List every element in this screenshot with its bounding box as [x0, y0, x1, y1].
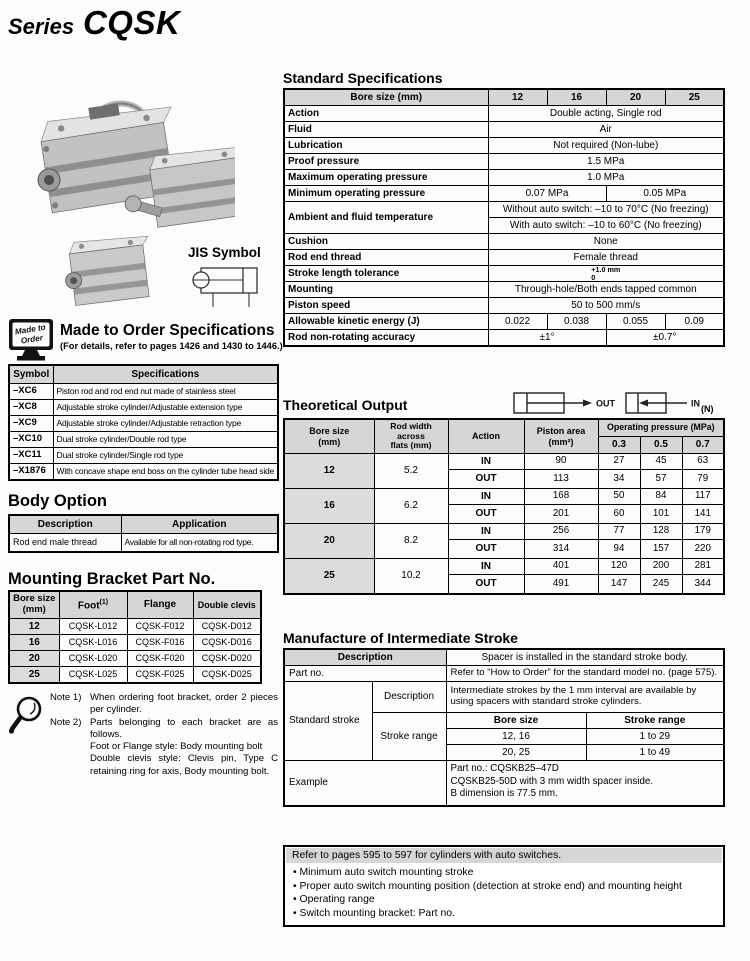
- table-header-row: [9, 515, 278, 534]
- mounting-bracket-notes: [50, 692, 278, 778]
- foot-part-cell: CQSK-L020: [59, 651, 127, 667]
- theoretical-output-table: [283, 418, 725, 595]
- action-in-cell: IN: [448, 489, 524, 505]
- action-out-cell: OUT: [448, 470, 524, 489]
- table-row: [284, 138, 724, 154]
- magnifier-icon: [8, 694, 46, 740]
- range-value-cell: 1 to 29: [586, 729, 724, 745]
- table-header-row: [284, 89, 724, 106]
- fluid-value: Air: [488, 122, 724, 138]
- ambient-without-switch: Without auto switch: –10 to 70°C (No freezing): [488, 202, 724, 218]
- kinetic-25: 0.09: [665, 314, 724, 330]
- table-row: 12 5.2 IN 90 27 45 63: [284, 454, 724, 470]
- flange-part-cell: CQSK-F012: [127, 619, 193, 635]
- svg-text:Order: Order: [20, 333, 44, 346]
- svg-text:IN: IN: [691, 398, 700, 409]
- bore-20: 20: [606, 89, 665, 106]
- table-row: OUT 491 147 245 344: [284, 575, 724, 595]
- clevis-part-cell: CQSK-D025: [193, 667, 261, 684]
- non-rotating-20-25: ±0.7°: [606, 330, 724, 347]
- col-bore-size: Bore size (mm): [9, 591, 59, 619]
- range-bore-cell: 12, 16: [446, 729, 586, 745]
- spec-cell: With concave shape end boss on the cylinder tube head side: [53, 464, 278, 481]
- proof-pressure-value: 1.5 MPa: [488, 154, 724, 170]
- bullet-item: • Operating range: [293, 894, 715, 905]
- table-row: [9, 432, 278, 448]
- col-piston-area: Piston area (mm²): [524, 419, 598, 454]
- action-out-cell: OUT: [448, 540, 524, 559]
- table-row: OUT 314 94 157 220: [284, 540, 724, 559]
- table-row: [9, 384, 278, 400]
- auto-switch-box-header: Refer to pages 595 to 597 for cylinders with auto switches.: [286, 848, 722, 863]
- spec-cell: Adjustable stroke cylinder/Adjustable extension type: [53, 400, 278, 416]
- table-row: 16 6.2 IN 168 50 84 117: [284, 489, 724, 505]
- table-row: [284, 761, 724, 807]
- col-symbol: Symbol: [9, 365, 53, 384]
- col-flange: Flange: [127, 591, 193, 619]
- foot-part-cell: CQSK-L025: [59, 667, 127, 684]
- jis-symbol-diagram: [186, 262, 266, 314]
- bore-cell: 12: [284, 454, 374, 489]
- std-description-value: Intermediate strokes by the 1 mm interval are available by using spacers with standard stroke cylinders.: [446, 682, 724, 713]
- rod-width-cell: 10.2: [374, 559, 448, 595]
- body-option-table: [8, 514, 279, 553]
- symbol-cell: –XC8: [9, 400, 53, 416]
- non-rotating-12-16: ±1°: [488, 330, 606, 347]
- bore-cell: 20: [284, 524, 374, 559]
- table-row: 20 8.2 IN 256 77 128 179: [284, 524, 724, 540]
- body-option-title: Body Option: [8, 492, 107, 510]
- table-row: [9, 651, 261, 667]
- description-header: Description: [284, 649, 446, 666]
- cushion-value: None: [488, 234, 724, 250]
- note-2-line2: Foot or Flange style: Body mounting bolt: [90, 741, 263, 753]
- made-to-order-subtitle: (For details, refer to pages 1426 and 1430 to 1446.): [60, 341, 283, 351]
- table-row: [284, 649, 724, 666]
- bullet-item: • Switch mounting bracket: Part no.: [293, 908, 715, 919]
- fluid-label: Fluid: [284, 122, 488, 138]
- table-row: [9, 464, 278, 481]
- table-header-row: [9, 591, 261, 619]
- made-to-order-table: [8, 364, 279, 481]
- intermediate-stroke-table: [283, 648, 725, 807]
- range-value-cell: 1 to 49: [586, 745, 724, 761]
- symbol-cell: –XC9: [9, 416, 53, 432]
- pressure-05: 0.5: [640, 437, 682, 454]
- stroke-tolerance-value: +1.0 mm 0: [488, 266, 724, 282]
- col-foot: Foot$^{(1)}$: [59, 591, 127, 619]
- part-no-value: Refer to “How to Order” for the standard model no. (page 575).: [446, 666, 724, 682]
- action-label: Action: [284, 106, 488, 122]
- lubrication-value: Not required (Non-lube): [488, 138, 724, 154]
- made-to-order-icon: [8, 318, 54, 362]
- rod-width-cell: 5.2: [374, 454, 448, 489]
- right-column: [283, 0, 725, 961]
- table-row: [284, 682, 724, 713]
- piston-speed-label: Piston speed: [284, 298, 488, 314]
- theoretical-output-title: Theoretical Output: [283, 397, 408, 413]
- series-label: Series: [8, 14, 75, 39]
- table-row: [284, 666, 724, 682]
- table-row: [9, 667, 261, 684]
- table-row: [284, 250, 724, 266]
- left-column: [8, 0, 283, 961]
- ambient-temp-label: Ambient and fluid temperature: [284, 202, 488, 234]
- non-rotating-label: Rod non-rotating accuracy: [284, 330, 488, 347]
- lubrication-label: Lubrication: [284, 138, 488, 154]
- max-pressure-label: Maximum operating pressure: [284, 170, 488, 186]
- min-pressure-20-25: 0.05 MPa: [606, 186, 724, 202]
- min-pressure-12-16: 0.07 MPa: [488, 186, 606, 202]
- bullet-item: • Proper auto switch mounting position (detection at stroke end) and mounting height: [293, 881, 715, 892]
- out-in-direction-diagram: [513, 390, 709, 416]
- kinetic-energy-label: Allowable kinetic energy (J): [284, 314, 488, 330]
- table-row: OUT 113 34 57 79: [284, 470, 724, 489]
- range-col-bore: Bore size: [446, 713, 586, 729]
- rod-width-cell: 8.2: [374, 524, 448, 559]
- col-double-clevis: Double clevis: [193, 591, 261, 619]
- col-operating-pressure: Operating pressure (MPa): [598, 419, 724, 437]
- max-pressure-value: 1.0 MPa: [488, 170, 724, 186]
- table-header-row: [9, 365, 278, 384]
- table-row: [284, 170, 724, 186]
- table-row: [284, 314, 724, 330]
- symbol-cell: –XC10: [9, 432, 53, 448]
- note-2-line3: Double clevis style: Clevis pin, Type C retaining ring for axis, Body mounting bolt.: [90, 753, 278, 777]
- rod-end-thread-value: Female thread: [488, 250, 724, 266]
- auto-switch-bullet-list: [285, 867, 723, 919]
- col-bore-size: Bore size (mm): [284, 419, 374, 454]
- note-1: Note 1) When ordering foot bracket, order 2 pieces per cylinder.: [50, 692, 278, 716]
- model-label: CQSK: [82, 4, 181, 41]
- svg-text:Made to: Made to: [14, 322, 47, 337]
- note-2: Note 2) Parts belonging to each bracket are as follows.: [50, 716, 278, 740]
- kinetic-20: 0.055: [606, 314, 665, 330]
- action-in-cell: IN: [448, 559, 524, 575]
- proof-pressure-label: Proof pressure: [284, 154, 488, 170]
- col-description: Description: [9, 515, 121, 534]
- bore-cell: 20: [9, 651, 59, 667]
- bore-cell: 25: [284, 559, 374, 595]
- svg-text:OUT: OUT: [596, 398, 615, 409]
- page-title: [8, 4, 180, 42]
- col-rod-width: Rod width across flats (mm): [374, 419, 448, 454]
- table-header-row: [284, 419, 724, 437]
- made-to-order-title: Made to Order Specifications: [60, 322, 275, 339]
- table-row: [9, 534, 278, 553]
- col-specifications: Specifications: [53, 365, 278, 384]
- example-line: CQSKB25-50D with 3 mm width spacer inside.: [450, 775, 654, 787]
- table-row: [284, 234, 724, 250]
- bore-12: 12: [488, 89, 547, 106]
- mounting-value: Through-hole/Both ends tapped common: [488, 282, 724, 298]
- action-value: Double acting, Single rod: [488, 106, 724, 122]
- pressure-03: 0.3: [598, 437, 640, 454]
- table-row: [284, 298, 724, 314]
- min-pressure-label: Minimum operating pressure: [284, 186, 488, 202]
- action-in-cell: IN: [448, 454, 524, 470]
- standard-specs-title: Standard Specifications: [283, 70, 443, 86]
- foot-part-cell: CQSK-L016: [59, 635, 127, 651]
- table-row: [284, 154, 724, 170]
- spec-cell: Adjustable stroke cylinder/Adjustable retraction type: [53, 416, 278, 432]
- bore-size-header: Bore size (mm): [284, 89, 488, 106]
- table-row: OUT 201 60 101 141: [284, 505, 724, 524]
- table-row: [9, 400, 278, 416]
- clevis-part-cell: CQSK-D020: [193, 651, 261, 667]
- table-row: [284, 106, 724, 122]
- spec-cell: Piston rod and rod end nut made of stainless steel: [53, 384, 278, 400]
- action-out-cell: OUT: [448, 575, 524, 595]
- table-row: [9, 619, 261, 635]
- pressure-07: 0.7: [682, 437, 724, 454]
- table-row: [284, 266, 724, 282]
- standard-stroke-label: Standard stroke: [284, 682, 372, 761]
- symbol-cell: –X1876: [9, 464, 53, 481]
- bullet-item: • Minimum auto switch mounting stroke: [293, 867, 715, 878]
- bore-25: 25: [665, 89, 724, 106]
- mounting-label: Mounting: [284, 282, 488, 298]
- rod-width-cell: 6.2: [374, 489, 448, 524]
- flange-part-cell: CQSK-F020: [127, 651, 193, 667]
- table-row: [284, 282, 724, 298]
- col-application: Application: [121, 515, 278, 534]
- bore-16: 16: [547, 89, 606, 106]
- piston-speed-value: 50 to 500 mm/s: [488, 298, 724, 314]
- symbol-cell: –XC11: [9, 448, 53, 464]
- application-cell: Available for all non-rotating rod type.: [121, 534, 278, 553]
- range-bore-cell: 20, 25: [446, 745, 586, 761]
- spec-cell: Dual stroke cylinder/Single rod type: [53, 448, 278, 464]
- intermediate-stroke-title: Manufacture of Intermediate Stroke: [283, 630, 518, 646]
- table-row: [9, 416, 278, 432]
- description-cell: Rod end male thread: [9, 534, 121, 553]
- bore-cell: 12: [9, 619, 59, 635]
- table-row: [284, 186, 724, 202]
- bore-cell: 16: [284, 489, 374, 524]
- rod-end-thread-label: Rod end thread: [284, 250, 488, 266]
- foot-part-cell: CQSK-L012: [59, 619, 127, 635]
- col-action: Action: [448, 419, 524, 454]
- clevis-part-cell: CQSK-D012: [193, 619, 261, 635]
- standard-specifications-table: [283, 88, 725, 347]
- flange-part-cell: CQSK-F016: [127, 635, 193, 651]
- ambient-with-switch: With auto switch: –10 to 60°C (No freezing): [488, 218, 724, 234]
- table-row: 25 10.2 IN 401 120 200 281: [284, 559, 724, 575]
- table-row: [9, 448, 278, 464]
- stroke-range-label: Stroke range: [372, 713, 446, 761]
- kinetic-12: 0.022: [488, 314, 547, 330]
- table-row: [9, 635, 261, 651]
- bore-cell: 25: [9, 667, 59, 684]
- table-row: [284, 202, 724, 218]
- example-line: B dimension is 77.5 mm.: [450, 788, 558, 800]
- action-out-cell: OUT: [448, 505, 524, 524]
- cushion-label: Cushion: [284, 234, 488, 250]
- clevis-part-cell: CQSK-D016: [193, 635, 261, 651]
- jis-symbol-label: JIS Symbol: [188, 245, 261, 260]
- mounting-bracket-table: [8, 590, 262, 684]
- std-description-label: Description: [372, 682, 446, 713]
- mounting-bracket-title: Mounting Bracket Part No.: [8, 570, 216, 588]
- example-value: [446, 761, 724, 807]
- flange-part-cell: CQSK-F025: [127, 667, 193, 684]
- action-in-cell: IN: [448, 524, 524, 540]
- table-row: [284, 122, 724, 138]
- unit-newton-label: (N): [701, 404, 714, 414]
- part-no-label: Part no.: [284, 666, 446, 682]
- auto-switch-reference-box: [283, 845, 725, 927]
- table-row: [284, 330, 724, 347]
- bore-cell: 16: [9, 635, 59, 651]
- example-line: Part no.: CQSKB25–47D: [450, 763, 559, 774]
- example-label: Example: [284, 761, 446, 807]
- stroke-tolerance-label: Stroke length tolerance: [284, 266, 488, 282]
- symbol-cell: –XC6: [9, 384, 53, 400]
- description-value: Spacer is installed in the standard stroke body.: [446, 649, 724, 666]
- kinetic-16: 0.038: [547, 314, 606, 330]
- spec-cell: Dual stroke cylinder/Double rod type: [53, 432, 278, 448]
- range-col-range: Stroke range: [586, 713, 724, 729]
